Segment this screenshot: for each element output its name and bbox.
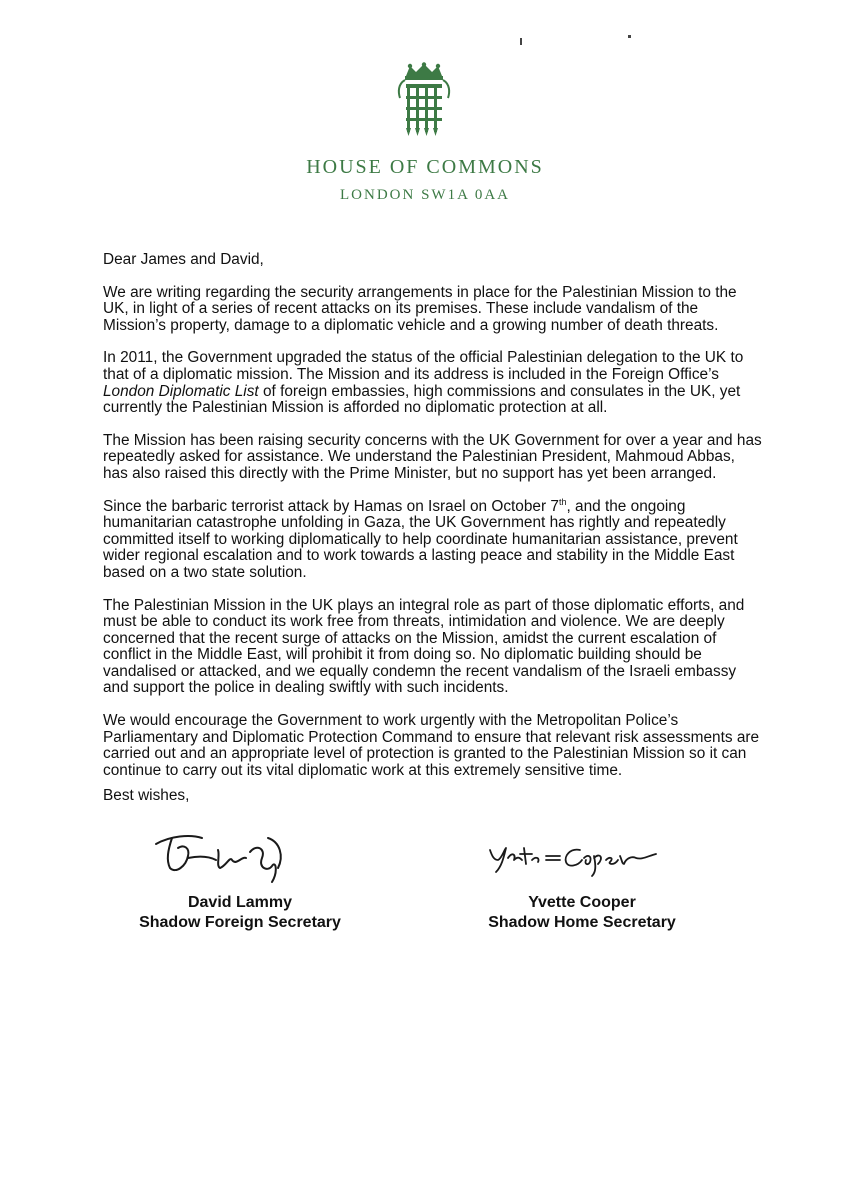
portcullis-icon <box>396 62 452 138</box>
scan-mark <box>520 38 522 45</box>
organisation-name: HOUSE OF COMMONS <box>306 156 544 178</box>
signatory-lammy <box>110 893 370 933</box>
diplomatic-list-title: London Diplomatic List <box>103 382 259 400</box>
scan-mark <box>628 35 631 38</box>
paragraph-4-text: Since the barbaric terrorist attack by Hamas on Israel on October 7 <box>103 497 559 515</box>
paragraph-2-text: In 2011, the Government upgraded the status of the official Palestinian delegation to the UK to that of a diplomatic mission. The Mission and its address is included in the Foreign Office’s <box>103 349 744 383</box>
paragraph-6: We would encourage the Government to work urgently with the Metropolitan Police’s Parliamentary and Diplomatic Protection Command to ensure that relevant risk assessments are carried out and an appropriate level of protection is granted to the Palestinian Mission so it can continue to carry out its vital diplomatic work at this extremely sensitive time. <box>103 712 760 779</box>
salutation: Dear James and David, <box>103 251 264 268</box>
paragraph-4 <box>103 496 763 582</box>
signatory-title: Shadow Foreign Secretary <box>139 914 341 931</box>
ordinal-suffix: th <box>558 496 567 507</box>
signatory-name: David Lammy <box>187 894 293 911</box>
letter-body <box>103 252 763 795</box>
paragraph-4-text-end: , and the ongoing humanitarian catastrophe unfolding in Gaza, the UK Government has rightly and repeatedly committed itself to working diplomatically to help coordinate humanitarian assistance, prevent wider regional escalation and to work towards a lasting peace and stability in the Middle East based on a two state solution. <box>103 497 738 581</box>
paragraph-5: The Palestinian Mission in the UK plays an integral role as part of those diplomatic efforts, and must be able to conduct its work free from threats, intimidation and violence. We are deeply concerned that the recent surge of attacks on the Mission, amidst the current escalation of conflict in the Middle East, will prohibit it from doing so. No diplomatic building should be vandalised or attacked, and we equally condemn the recent vandalism of the Israeli embassy and support the police in dealing swiftly with such incidents. <box>103 596 745 697</box>
paragraph-2 <box>103 350 763 416</box>
signature-cooper <box>486 840 664 878</box>
paragraph-2-text-end: of foreign embassies, high commissions and consulates in the UK, yet currently the Palestinian Mission is afforded no diplomatic protection at all. <box>103 382 741 417</box>
organisation-address: LONDON SW1A 0AA <box>340 187 510 203</box>
signatory-name: Yvette Cooper <box>528 894 636 911</box>
paragraph-3: The Mission has been raising security concerns with the UK Government for over a year and has repeatedly asked for assistance. We understand the Palestinian President, Mahmoud Abbas, has also raised this directly with the Prime Minister, but no support has yet been arranged. <box>103 431 762 482</box>
closing: Best wishes, <box>103 787 190 804</box>
signatory-cooper <box>462 893 702 933</box>
signature-lammy <box>150 826 300 888</box>
paragraph-1: We are writing regarding the security arrangements in place for the Palestinian Mission to the UK, in light of a series of recent attacks on its premises. These include vandalism of the Mission’s property, damage to a diplomatic vehicle and a growing number of death threats. <box>103 283 737 334</box>
signatory-title: Shadow Home Secretary <box>488 914 676 931</box>
